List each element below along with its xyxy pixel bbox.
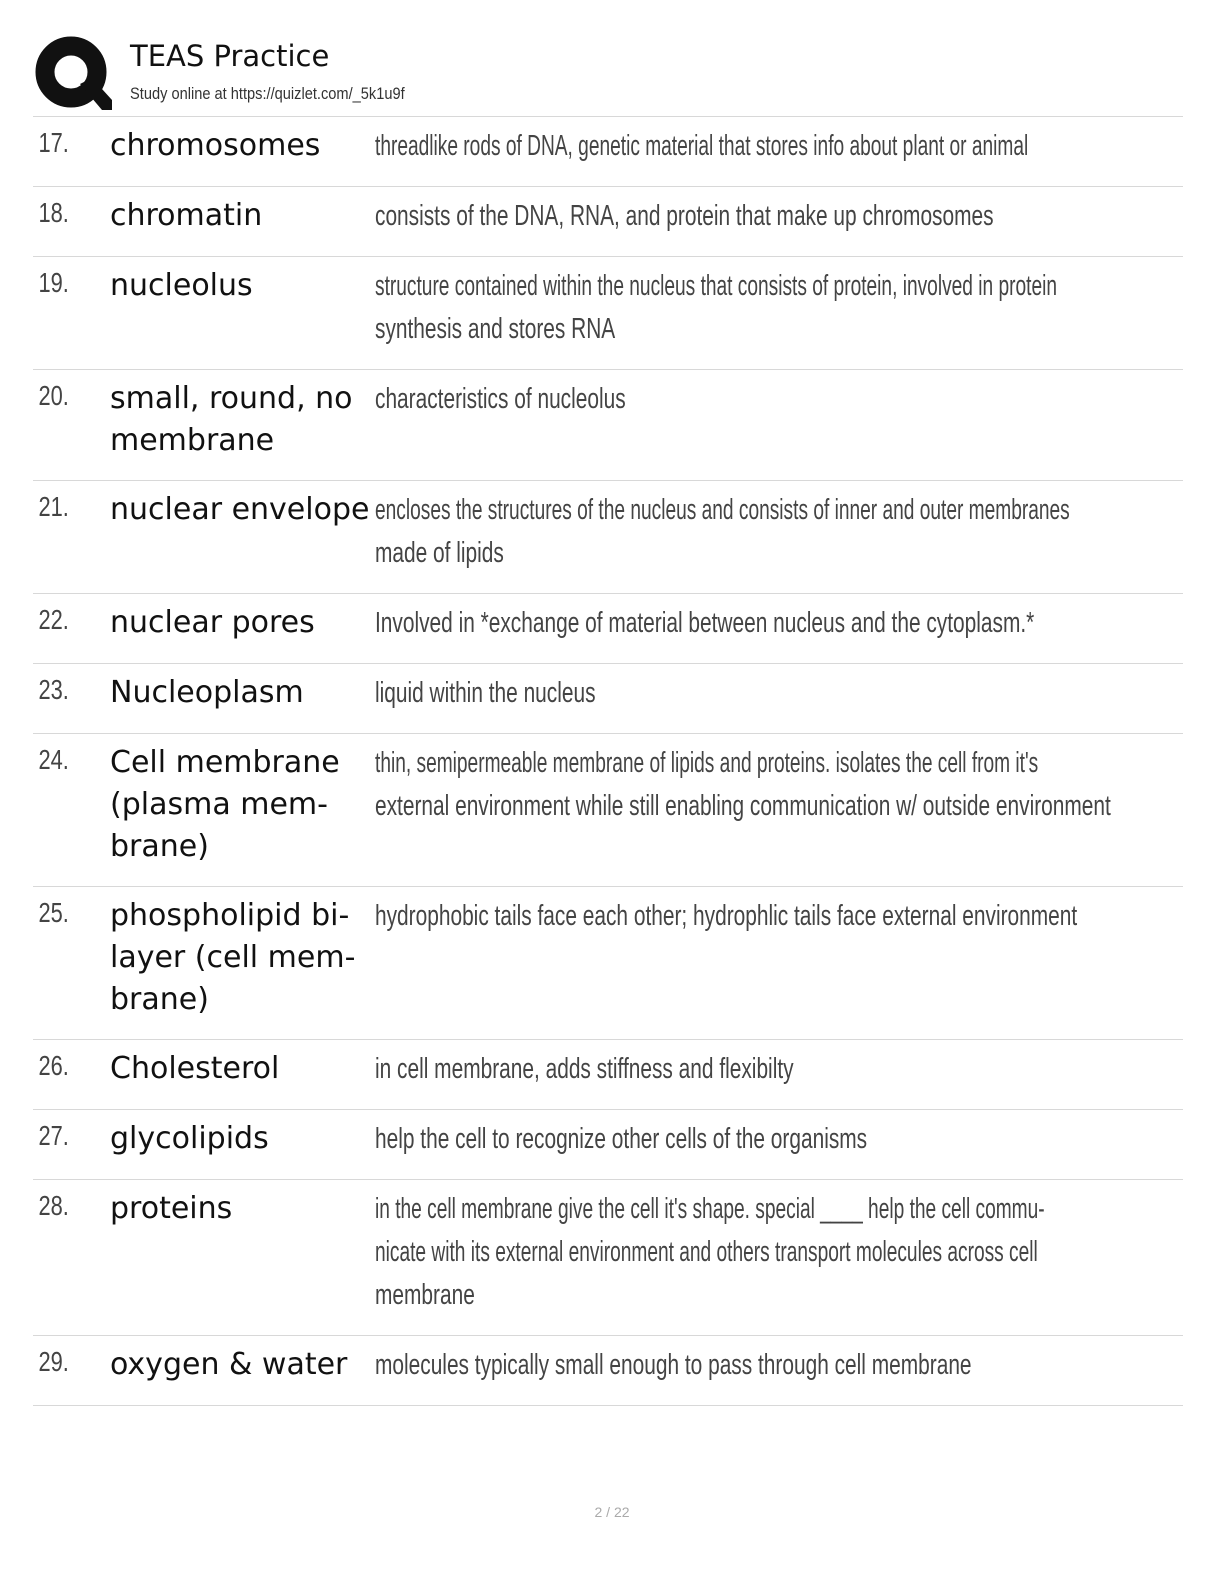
card-term: phospholipid bi- layer (cell mem- brane) bbox=[110, 898, 356, 1017]
card-term: glycolipids bbox=[110, 1121, 269, 1156]
card-definition bbox=[375, 125, 1224, 168]
card-definition bbox=[375, 489, 1224, 575]
card-term: nuclear envelope bbox=[110, 492, 370, 527]
definition-line: membrane bbox=[375, 1279, 475, 1311]
card-definition bbox=[375, 672, 1183, 715]
card-number: 29. bbox=[38, 1346, 69, 1377]
card-number: 19. bbox=[38, 267, 69, 298]
card-term: chromosomes bbox=[110, 128, 321, 163]
flashcard-row bbox=[33, 1110, 1183, 1180]
card-number: 18. bbox=[38, 197, 69, 228]
definition-line: hydrophobic tails face each other; hydrophlic tails face external environment bbox=[375, 900, 1078, 932]
definition-line: consists of the DNA, RNA, and protein that make up chromosomes bbox=[375, 200, 994, 232]
card-definition bbox=[375, 602, 1224, 645]
card-definition bbox=[375, 895, 1224, 938]
card-term: chromatin bbox=[110, 198, 263, 233]
card-number: 17. bbox=[38, 127, 69, 158]
card-term: nuclear pores bbox=[110, 605, 315, 640]
quizlet-q-logo-icon bbox=[34, 34, 112, 112]
set-title: TEAS Practice bbox=[130, 39, 330, 73]
definition-line: encloses the structures of the nucleus and consists of inner and outer membranes bbox=[375, 494, 1070, 526]
card-term: oxygen & water bbox=[110, 1347, 348, 1382]
study-online-link[interactable]: Study online at https://quizlet.com/_5k1u9f bbox=[130, 84, 405, 103]
definition-line: Involved in *exchange of material between nucleus and the cytoplasm.* bbox=[375, 607, 1035, 639]
flashcard-row bbox=[33, 1040, 1183, 1110]
definition-line: help the cell to recognize other cells of the organisms bbox=[375, 1123, 868, 1155]
definition-line: in cell membrane, adds stiffness and flexibilty bbox=[375, 1053, 794, 1085]
definition-line: characteristics of nucleolus bbox=[375, 383, 626, 415]
page-header bbox=[34, 34, 1184, 114]
card-term: nucleolus bbox=[110, 268, 253, 303]
card-number: 22. bbox=[38, 604, 69, 635]
definition-line: liquid within the nucleus bbox=[375, 677, 596, 709]
flashcard-row bbox=[33, 117, 1183, 187]
card-definition bbox=[375, 195, 1224, 238]
card-number: 21. bbox=[38, 491, 69, 522]
flashcard-row bbox=[33, 257, 1183, 370]
card-number: 27. bbox=[38, 1120, 69, 1151]
card-definition bbox=[375, 1188, 1224, 1317]
card-term: Cholesterol bbox=[110, 1051, 280, 1086]
card-number: 26. bbox=[38, 1050, 69, 1081]
definition-line: threadlike rods of DNA, genetic material that stores info about plant or animal bbox=[375, 130, 1029, 162]
definition-line: synthesis and stores RNA bbox=[375, 313, 616, 345]
definition-line: made of lipids bbox=[375, 537, 504, 569]
definition-line: thin, semipermeable membrane of lipids and proteins. isolates the cell from it's bbox=[375, 747, 1039, 779]
flashcard-row bbox=[33, 594, 1183, 664]
definition-line: nicate with its external environment and others transport molecules across cell bbox=[375, 1236, 1038, 1268]
flashcard-list bbox=[33, 116, 1183, 1406]
card-definition bbox=[375, 1048, 1183, 1091]
card-definition bbox=[375, 1344, 1204, 1387]
card-number: 24. bbox=[38, 744, 69, 775]
flashcard-row bbox=[33, 370, 1183, 481]
definition-line: external environment while still enabling communication w/ outside environment bbox=[375, 790, 1111, 822]
card-term: proteins bbox=[110, 1191, 233, 1226]
card-definition bbox=[375, 742, 1224, 828]
card-term: Cell membrane (plasma mem- brane) bbox=[110, 745, 340, 864]
page-number: 2 / 22 bbox=[594, 1504, 630, 1520]
flashcard-row bbox=[33, 734, 1183, 887]
flashcard-row bbox=[33, 887, 1183, 1040]
card-term: small, round, no membrane bbox=[110, 381, 353, 458]
card-term: Nucleoplasm bbox=[110, 675, 304, 710]
card-definition bbox=[375, 1118, 1183, 1161]
definition-line: in the cell membrane give the cell it's shape. special ____ help the cell commu- bbox=[375, 1193, 1045, 1225]
definition-line: structure contained within the nucleus that consists of protein, involved in protein bbox=[375, 270, 1057, 302]
card-number: 25. bbox=[38, 897, 69, 928]
flashcard-row bbox=[33, 664, 1183, 734]
flashcard-row bbox=[33, 1336, 1183, 1406]
card-definition bbox=[375, 265, 1224, 351]
flashcard-row bbox=[33, 187, 1183, 257]
card-number: 28. bbox=[38, 1190, 69, 1221]
card-number: 23. bbox=[38, 674, 69, 705]
definition-line: molecules typically small enough to pass through cell membrane bbox=[375, 1349, 972, 1381]
flashcard-row bbox=[33, 1180, 1183, 1336]
card-definition bbox=[375, 378, 1183, 421]
card-number: 20. bbox=[38, 380, 69, 411]
flashcard-row bbox=[33, 481, 1183, 594]
